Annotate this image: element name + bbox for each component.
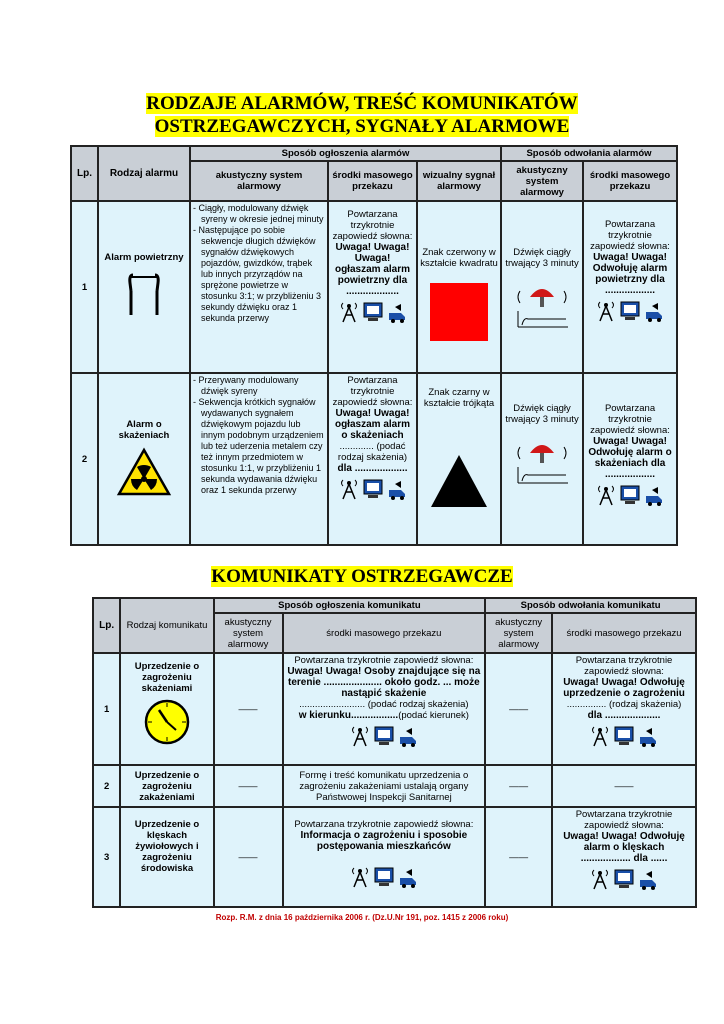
header-visual: wizualny sygnał alarmowy bbox=[417, 161, 501, 201]
messages-table bbox=[92, 597, 697, 908]
row-lp: 2 bbox=[71, 373, 98, 545]
media-tail: dla ................... bbox=[337, 463, 408, 474]
siren-icon bbox=[514, 277, 570, 329]
message-type-label: Uprzedzenie o klęskach żywiołowych i zagrożeniu środowiska bbox=[134, 819, 200, 874]
cancel-acoustic-cell: —— bbox=[485, 807, 552, 907]
cancel-media-intro: Powtarzana trzykrotnie zapowiedź słowna: bbox=[575, 809, 673, 831]
antenna-icon bbox=[339, 301, 359, 323]
table-row bbox=[71, 373, 677, 545]
header-cancel-acoustic: akustyczny system alarmowy bbox=[485, 613, 552, 653]
antenna-icon bbox=[596, 484, 616, 506]
media-intro: Powtarzana trzykrotnie zapowiedź słowna: bbox=[294, 655, 474, 666]
media-announcement: Uwaga! Uwaga! ogłaszam alarm o skażeniach bbox=[334, 408, 411, 441]
acoustic-cell: —— bbox=[214, 765, 283, 807]
header-message-type: Rodzaj komunikatu bbox=[120, 598, 213, 653]
antenna-icon bbox=[590, 725, 610, 747]
alarm-type-label: Alarm powietrzny bbox=[104, 252, 184, 263]
cancel-media-announcement: Uwaga! Uwaga! Odwołuję alarm powietrzny dla .................. bbox=[592, 252, 668, 296]
message-type-label: Uprzedzenie o zagrożeniu zakażeniami bbox=[120, 765, 213, 807]
media-intro: Powtarzana trzykrotnie zapowiedź słowna: bbox=[294, 819, 474, 830]
acoustic-cell bbox=[190, 201, 328, 373]
loudspeaker-van-icon bbox=[644, 300, 664, 322]
header-lp: Lp. bbox=[71, 146, 98, 201]
cancel-media-cell bbox=[552, 653, 696, 765]
header-cancel-media: środki masowego przekazu bbox=[583, 161, 677, 201]
cancel-media-cell bbox=[552, 807, 696, 907]
media-direction-hint: (podać kierunek) bbox=[398, 710, 469, 721]
loudspeaker-van-icon bbox=[387, 301, 407, 323]
loudspeaker-van-icon bbox=[398, 866, 418, 888]
cancel-acoustic-cell: —— bbox=[485, 653, 552, 765]
tv-icon bbox=[619, 300, 641, 322]
media-extra: ............. (podać rodzaj skażenia) bbox=[337, 441, 408, 463]
header-cancel-media: środki masowego przekazu bbox=[552, 613, 696, 653]
visual-label: Znak czarny w kształcie trójkąta bbox=[423, 387, 495, 409]
antenna-icon bbox=[350, 725, 370, 747]
tv-icon bbox=[373, 866, 395, 888]
tv-icon bbox=[362, 301, 384, 323]
tv-icon bbox=[373, 725, 395, 747]
siren-icon bbox=[514, 433, 570, 485]
antenna-icon bbox=[350, 866, 370, 888]
loudspeaker-van-icon bbox=[644, 484, 664, 506]
table-row bbox=[93, 653, 696, 765]
row-lp: 2 bbox=[93, 765, 120, 807]
header-cancel-acoustic: akustyczny system alarmowy bbox=[501, 161, 583, 201]
loudspeaker-van-icon bbox=[387, 478, 407, 500]
header-announce-group: Sposób ogłoszenia alarmów bbox=[190, 146, 501, 161]
cancel-media-intro: Powtarzana trzykrotnie zapowiedź słowna: bbox=[590, 219, 670, 252]
header-media: środki masowego przekazu bbox=[283, 613, 486, 653]
header-acoustic: akustyczny system alarmowy bbox=[190, 161, 328, 201]
header-alarm-type: Rodzaj alarmu bbox=[98, 146, 190, 201]
cancel-media-cell: —— bbox=[552, 765, 696, 807]
tv-icon bbox=[619, 484, 641, 506]
media-intro: Powtarzana trzykrotnie zapowiedź słowna: bbox=[332, 375, 413, 408]
header-announce-group: Sposób ogłoszenia komunikatu bbox=[214, 598, 486, 613]
cancel-media-announcement: Uwaga! Uwaga! Odwołuję uprzedzenie o zagrożeniu bbox=[563, 677, 685, 699]
acoustic-item: - Ciągły, modulowany dźwięk syreny w okresie jednej minuty bbox=[193, 203, 324, 224]
acoustic-item: - Przerywany modulowany dźwięk syreny bbox=[193, 375, 299, 396]
tv-icon bbox=[362, 478, 384, 500]
title-line-1: RODZAJE ALARMÓW, TREŚĆ KOMUNIKATÓW bbox=[146, 93, 578, 114]
media-cell: Formę i treść komunikatu uprzedzenia o zagrożeniu zakażeniami ustalają organy Państwowej Inspekcji Sanitarnej bbox=[283, 765, 486, 807]
media-direction: w kierunku................. bbox=[298, 710, 399, 721]
section-title bbox=[170, 565, 554, 588]
clock-icon bbox=[143, 698, 191, 746]
antenna-icon bbox=[596, 300, 616, 322]
section-title-text: KOMUNIKATY OSTRZEGAWCZE bbox=[211, 566, 513, 587]
loudspeaker-van-icon bbox=[398, 725, 418, 747]
message-type-label: Uprzedzenie o zagrożeniu skażeniami bbox=[134, 661, 200, 694]
radiation-warning-icon bbox=[116, 447, 172, 497]
red-square-sign bbox=[430, 283, 488, 341]
alarm-type-cell bbox=[98, 201, 190, 373]
alarms-table bbox=[70, 145, 678, 546]
table-row bbox=[93, 807, 696, 907]
cancel-acoustic-cell: —— bbox=[485, 765, 552, 807]
media-intro: Powtarzana trzykrotnie zapowiedź słowna: bbox=[332, 209, 413, 242]
cancel-media-tail: dla .................... bbox=[587, 710, 661, 721]
media-cell bbox=[283, 807, 486, 907]
header-lp: Lp. bbox=[93, 598, 120, 653]
cancel-acoustic-label: Dźwięk ciągły trwający 3 minuty bbox=[505, 247, 579, 269]
tv-icon bbox=[613, 868, 635, 890]
black-triangle-sign bbox=[429, 453, 489, 509]
row-lp: 3 bbox=[93, 807, 120, 907]
page-title bbox=[120, 92, 604, 138]
antenna-icon bbox=[339, 478, 359, 500]
header-media: środki masowego przekazu bbox=[328, 161, 417, 201]
acoustic-cell: —— bbox=[214, 653, 283, 765]
footnote: Rozp. R.M. z dnia 16 października 2006 r. (Dz.U.Nr 191, poz. 1415 z 2006 roku) bbox=[215, 913, 509, 922]
title-line-2: OSTRZEGAWCZYCH, SYGNAŁY ALARMOWE bbox=[154, 116, 570, 137]
table-row bbox=[71, 201, 677, 373]
acoustic-item: - Następujące po sobie sekwencje długich dźwięków sygnałów dźwiękowych pojazdów, gwizdków, trąbek lub innych przyrządów na sprężone powietrze w stosunku 3:1; w przybliżeniu 3 sekundy dźwięku oraz 1 sekunda przerwy bbox=[193, 225, 322, 323]
antenna-icon bbox=[590, 868, 610, 890]
alarm-type-cell bbox=[98, 373, 190, 545]
acoustic-cell: —— bbox=[214, 807, 283, 907]
cancel-media-extra: ............... (rodzaj skażenia) bbox=[566, 699, 682, 710]
media-cell bbox=[328, 201, 417, 373]
cancel-acoustic-cell bbox=[501, 373, 583, 545]
visual-label: Znak czerwony w kształcie kwadratu bbox=[420, 247, 498, 269]
cancel-acoustic-label: Dźwięk ciągły trwający 3 minuty bbox=[505, 403, 579, 425]
visual-cell bbox=[417, 201, 501, 373]
cancel-media-cell bbox=[583, 373, 677, 545]
header-cancel-group: Sposób odwołania komunikatu bbox=[485, 598, 696, 613]
cancel-media-announcement: Uwaga! Uwaga! Odwołuję alarm o klęskach bbox=[563, 831, 685, 853]
cancel-media-cell bbox=[583, 201, 677, 373]
cancel-media-intro: Powtarzana trzykrotnie zapowiedź słowna: bbox=[575, 655, 673, 677]
acoustic-cell bbox=[190, 373, 328, 545]
visual-cell bbox=[417, 373, 501, 545]
media-cell bbox=[328, 373, 417, 545]
cancel-acoustic-cell bbox=[501, 201, 583, 373]
loudspeaker-van-icon bbox=[638, 725, 658, 747]
cancel-media-tail: .................. dla ...... bbox=[580, 853, 668, 864]
alarm-type-label: Alarm o skażeniach bbox=[118, 418, 170, 441]
acoustic-item: - Sekwencja krótkich sygnałów wydawanych sygnałem dźwiękowym pojazdu lub innym podobnym urządzeniem lub też uderzenia metalem czy też innym przedmiotem w stosunku 1:1, w przybliżeniu 1 sekunda wydawania dźwięku oraz 1 sekunda przerwy bbox=[193, 397, 324, 495]
header-acoustic: akustyczny system alarmowy bbox=[214, 613, 283, 653]
tv-icon bbox=[613, 725, 635, 747]
siren-pole-icon bbox=[119, 269, 169, 319]
row-lp: 1 bbox=[93, 653, 120, 765]
loudspeaker-van-icon bbox=[638, 868, 658, 890]
row-lp: 1 bbox=[71, 201, 98, 373]
media-announcement: Uwaga! Uwaga! Uwaga! ogłaszam alarm powietrzny dla ................... bbox=[334, 242, 411, 297]
media-announcement: Informacja o zagrożeniu i sposobie postępowania mieszkańców bbox=[300, 830, 468, 852]
message-type-cell bbox=[120, 653, 213, 765]
table-row bbox=[93, 765, 696, 807]
message-type-cell bbox=[120, 807, 213, 907]
media-cell bbox=[283, 653, 486, 765]
cancel-media-announcement: Uwaga! Uwaga! Odwołuję alarm o skażeniach dla .................. bbox=[588, 436, 672, 480]
cancel-media-intro: Powtarzana trzykrotnie zapowiedź słowna: bbox=[590, 403, 670, 436]
media-announcement: Uwaga! Uwaga! Osoby znajdujące się na terenie ..................... około godz. ... może nastąpić skażenie bbox=[287, 666, 481, 699]
media-extra: ......................... (podać rodzaj skażenia) bbox=[299, 699, 469, 710]
header-cancel-group: Sposób odwołania alarmów bbox=[501, 146, 677, 161]
